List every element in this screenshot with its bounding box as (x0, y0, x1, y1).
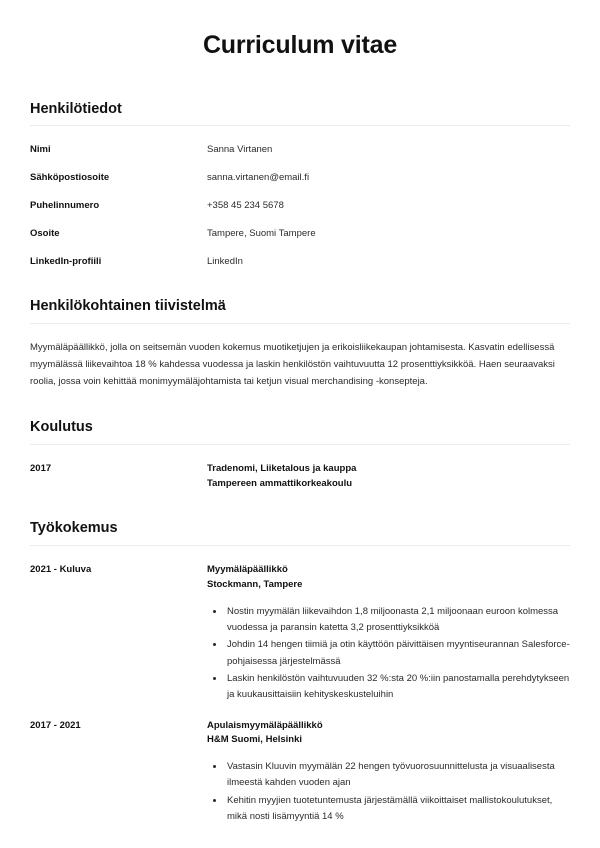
detail-label-address: Osoite (30, 227, 60, 239)
detail-row (30, 256, 570, 269)
section-work-experience (30, 519, 570, 826)
section-personal-summary (30, 297, 570, 390)
detail-value-phone: +358 45 234 5678 (207, 199, 284, 211)
list-item: • Vastasin Kluuvin myymälän 22 hengen työvuorosuunnittelusta ja visuaalisesta ilmeestä kahden vuoden ajan (225, 759, 570, 792)
section-heading-work-experience: Työkokemus (30, 520, 118, 537)
section-divider (30, 444, 570, 445)
section-divider (30, 323, 570, 324)
experience-entry-body (207, 563, 570, 704)
section-education (30, 418, 570, 491)
detail-value-address: Tampere, Suomi Tampere (207, 227, 316, 239)
section-heading-personal-summary: Henkilökohtainen tiivistelmä (30, 298, 226, 315)
section-heading-personal-details: Henkilötiedot (30, 100, 122, 117)
section-divider (30, 545, 570, 546)
education-entry-body (207, 462, 570, 491)
experience-entry-bullets (207, 604, 570, 704)
detail-label-phone: Puhelinnumero (30, 199, 100, 211)
personal-details-list (30, 144, 570, 268)
detail-value-email: sanna.virtanen@email.fi (207, 172, 310, 184)
experience-entry-employer: H&M Suomi, Helsinki (207, 734, 303, 746)
detail-value-nimi: Sanna Virtanen (207, 144, 273, 156)
experience-entry-employer: Stockmann, Tampere (207, 578, 303, 590)
summary-paragraph: Myymäläpäällikkö, jolla on seitsemän vuoden kokemus muotiketjujen ja erikoisliikekaupan johtamisesta. Kasvatin edellisessä myymälässä liikevaihtoa 18 % kahdessa vuodessa ja laskin henkilöstön vaihtuvuutta 12 prosenttiyksikköä. Haen seuraavaksi roolia, jossa voin kehittää monimyymäläjohtamista tai ketjun visual merchandising -konsepteja. (30, 342, 555, 387)
section-heading-education: Koulutus (30, 419, 93, 436)
education-entry-institution: Tampereen ammattikorkeakoulu (207, 477, 353, 489)
section-divider (30, 125, 570, 126)
list-item: • Kehitin myyjien tuotetuntemusta järjestämällä viikoittaiset mallistokoulutukset, mikä nosti lisämyyntiä 14 % (225, 793, 570, 826)
detail-row (30, 172, 570, 185)
page-title: Curriculum vitae (202, 31, 398, 59)
list-item: • Laskin henkilöstön vaihtuvuuden 32 %:sta 20 %:iin panostamalla perehdytykseen ja kuukausittaisiin kehityskeskusteluihin (225, 671, 570, 704)
detail-value-linkedin: LinkedIn (207, 255, 243, 267)
experience-entry-list (30, 563, 570, 826)
experience-entry-date: 2017 - 2021 (30, 719, 81, 731)
detail-row (30, 200, 570, 213)
experience-entry-job-title: Apulaismyymäläpäällikkö (207, 719, 323, 731)
education-entry (30, 462, 570, 491)
detail-label-nimi: Nimi (30, 144, 51, 156)
experience-entry (30, 719, 570, 827)
education-entry-degree: Tradenomi, Liiketalous ja kauppa (207, 462, 357, 474)
experience-entry-body (207, 719, 570, 827)
education-entry-list (30, 462, 570, 491)
education-entry-date: 2017 (30, 462, 52, 474)
detail-label-linkedin: LinkedIn-profiili (30, 255, 102, 267)
experience-entry-bullets (207, 759, 570, 825)
experience-entry-job-title: Myymäläpäällikkö (207, 564, 288, 576)
section-personal-details (30, 100, 570, 269)
list-item: • Johdin 14 hengen tiimiä ja otin käyttöön päivittäisen myyntiseurannan Salesforce-pohjaisessa järjestelmässä (225, 637, 570, 670)
list-item: • Nostin myymälän liikevaihdon 1,8 miljoonasta 2,1 miljoonaan euroon kolmessa vuodessa ja paransin katetta 3,2 prosenttiyksikköä (225, 604, 570, 637)
detail-row (30, 228, 570, 241)
experience-entry-date: 2021 - Kuluva (30, 564, 92, 576)
detail-row (30, 144, 570, 157)
detail-label-email: Sähköpostiosoite (30, 172, 110, 184)
experience-entry (30, 563, 570, 704)
